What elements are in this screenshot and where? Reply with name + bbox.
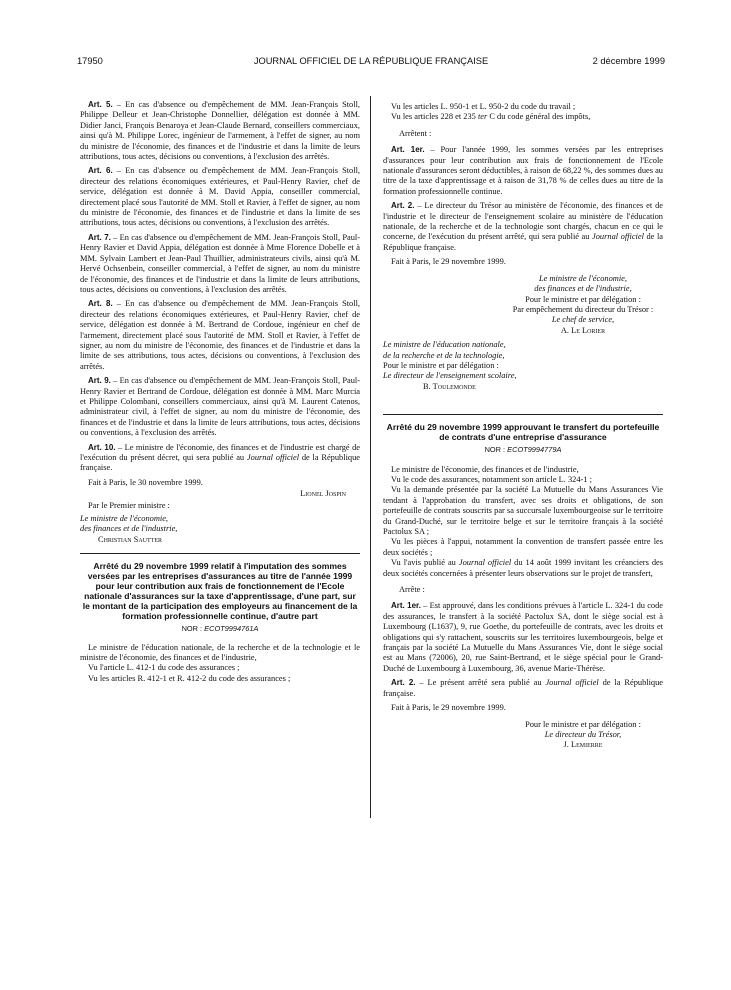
- arrete-2-visa-4: Vu les pièces à l'appui, notamment la convention de transfert passée entre les deux sociétés ;: [383, 537, 663, 557]
- arrete-1-title: Arrêté du 29 novembre 1999 relatif à l'imputation des sommes versées par les entreprises d'assurances au titre de l'année 1999 pour leur contribution aux frais de fonctionnement de l'Ecole nationale d'assurances sur la taxe d'apprentissage, d'une part, sur le montant de la participation des employeurs au financement de la formation professionnelle continue, d'autre part: [82, 561, 358, 622]
- article-text: – En cas d'absence ou d'empêchement de MM. Jean-François Stoll, Paul-Henry Ravier et David Appia, délégation est donnée à Mme Florence Dobelle et à MM. Sylvain Lambert et Jean-Paul Thuillier, administrateurs civils, ainsi qu'à M. Hervé Ochsenbein, conseiller commercial, à l'effet de signer, au nom du ministre de l'économie, des finances et de l'industrie et dans la limite de leurs attributions, tous actes, décisions ou conventions, à l'exclusion des arrêtés.: [80, 232, 361, 294]
- sig2-line-1: Le ministre de l'éducation nationale,: [383, 340, 506, 350]
- arretent: Arrêtent :: [399, 128, 432, 138]
- sig2-line-3: Pour le ministre et par délégation :: [383, 360, 499, 370]
- article-8: [80, 299, 360, 372]
- section-rule: [383, 414, 663, 415]
- article-label: Art. 10.: [88, 442, 116, 452]
- sig2-line-2: de la recherche et de la technologie,: [383, 350, 505, 360]
- visa-text: Vu l'avis publié au: [391, 558, 459, 568]
- fait-a-paris-2: Fait à Paris, le 29 novembre 1999.: [391, 257, 506, 267]
- par-le-premier-ministre: Par le Premier ministre :: [88, 500, 170, 510]
- sig3-line-1: Pour le ministre et par délégation :: [525, 719, 641, 729]
- fait-a-paris: Fait à Paris, le 30 novembre 1999.: [88, 477, 203, 487]
- arrete-2-nor: [383, 445, 663, 455]
- article-label: Art. 8.: [88, 299, 113, 309]
- ministre-name: Christian Sautter: [98, 534, 162, 544]
- sig1-line-3: Pour le ministre et par délégation :: [525, 294, 641, 304]
- article-text: – Est approuvé, dans les conditions prévues à l'article L. 324-1 du code des assurances, le transfert à la société Pactolux SA, dont le siège social est à Luxembourg (L1637), 9, rue Goethe, du portefeuille de contrats, avec les droits et obligations qui s'y rattachent, souscrits sur les territoires luxembourgeois, belge et français par la société La Mutuelle du Mans Assurances Vie, dont le siège social est au Mans (72006), 20, rue Saint-Bertrand, et le siège spécial pour le Grand-Duché de Luxembourg à Luxembourg, 36, avenue Marie-Thérèse.: [383, 601, 663, 673]
- visa-5: [383, 112, 663, 122]
- arrete-2-article-2: [383, 678, 663, 699]
- ministre-line-1: Le ministre de l'économie,: [80, 514, 169, 524]
- arrete-1-visa-2: Vu l'article L. 412-1 du code des assurances ;: [88, 663, 240, 673]
- article-5: [80, 100, 360, 162]
- article-label: Art. 6.: [88, 166, 113, 176]
- arrete-1-article-2: [383, 201, 663, 253]
- arrete-1-article-1: [383, 145, 663, 197]
- article-6: [80, 166, 360, 228]
- sig1-line-5: Le chef de service,: [551, 315, 615, 325]
- nor-code: ECOT9994779A: [507, 445, 562, 455]
- arrete: Arrête :: [399, 585, 425, 595]
- journal-title: JOURNAL OFFICIEL DE LA RÉPUBLIQUE FRANÇAISE: [253, 56, 489, 66]
- left-column: [80, 100, 360, 684]
- article-label: Art. 7.: [88, 232, 111, 242]
- page-number: 17950: [77, 56, 103, 66]
- arrete-1-nor: [80, 624, 360, 634]
- arrete-1-visa-1: Le ministre de l'éducation nationale, de la recherche et de la technologie et le ministre de l'économie, des finances et de l'industrie,: [80, 642, 360, 663]
- ministre-line-2: des finances et de l'industrie,: [80, 524, 178, 534]
- arrete-2-visa-5: [383, 558, 663, 579]
- arrete-2-title: Arrêté du 29 novembre 1999 approuvant le transfert du portefeuille de contrats d'une entreprise d'assurance: [386, 422, 660, 443]
- right-column: [383, 102, 663, 751]
- arrete-2-visa-2: Vu le code des assurances, notamment son article L. 324-1 ;: [391, 474, 592, 484]
- sig3-line-2: Le directeur du Trésor,: [544, 729, 622, 739]
- sig1-line-4: Par empêchement du directeur du Trésor :: [512, 304, 654, 314]
- article-text-end: de la République française.: [383, 232, 664, 252]
- article-text: – En cas d'absence ou d'empêchement de MM. Jean-François Stoll, Paul-Henry Ravier et Bertrand de Cordoue, délégation est donnée à MM. Marc Murcia et Philippe Colombani, conseillers commerciaux, ainsi qu'à M. Laurent Catenos, administrateur civil, à l'effet de signer, au nom du ministre de l'économie, des finances et de l'industrie et dans la limite de leurs attributions, tous actes, décisions ou conventions, à l'exclusion des arrêtés.: [80, 376, 361, 438]
- nor-code: ECOT9994761A: [204, 624, 259, 634]
- article-text-end: de la République française.: [383, 678, 664, 698]
- visa-5-ter: ter: [477, 112, 488, 122]
- journal-officiel-ref: Journal officiel: [545, 678, 599, 688]
- article-label: Art. 2.: [391, 678, 416, 688]
- arrete-2-visa-3: Vu la demande présentée par la société La Mutuelle du Mans Assurances Vie tendant à l'approbation du transfert, avec ses droits et obligations, de son portefeuille de contrats souscrits par sa succursale luxembourgeoise sur le territoire du Grand-Duché, sur le territoire belge et sur le territoire français à la société Pactolux SA ;: [383, 485, 663, 536]
- article-text: – Le directeur du Trésor au ministère de l'économie, des finances et de l'industrie et le directeur de l'enseignement scolaire au ministère de l'éducation nationale, de la recherche et de la technologie sont chargés, chacun en ce qui le concerne, de l'exécution du présent arrêté, qui sera publié au: [383, 201, 663, 242]
- article-label: Art. 1er.: [391, 601, 421, 611]
- sig1-line-1: Le ministre de l'économie,: [538, 273, 627, 283]
- article-label: Art. 9.: [88, 376, 111, 386]
- sig3-name: J. Lemierre: [563, 740, 603, 750]
- arrete-1-visa-3: Vu les articles R. 412-1 et R. 412-2 du code des assurances ;: [88, 673, 291, 683]
- page-header: [77, 56, 665, 70]
- journal-officiel-ref: Journal officiel: [246, 453, 300, 462]
- visa-5-text: Vu les articles 228 et 235: [391, 112, 478, 122]
- fait-a-paris-3: Fait à Paris, le 29 novembre 1999.: [391, 703, 506, 713]
- article-text: – Le ministre de l'économie, des finances et de l'industrie est chargé de l'exécution du présent décret, qui sera publié au: [80, 442, 360, 462]
- section-rule: [80, 553, 360, 554]
- journal-officiel-ref: Journal officiel: [592, 232, 644, 242]
- article-label: Art. 1er.: [391, 145, 425, 155]
- nor-label: NOR :: [484, 445, 508, 455]
- signature-prime-minister: Lionel Jospin: [300, 489, 346, 499]
- article-label: Art. 5.: [88, 100, 113, 109]
- article-9: [80, 376, 360, 438]
- nor-label: NOR :: [181, 624, 205, 634]
- article-text: – Pour l'année 1999, les sommes versées par les entreprises d'assurances pour leur contribution aux frais de fonctionnement de l'Ecole nationale d'assurances seront déductibles, à raison de 68,22 %, des sommes dues au titre de la taxe d'apprentissage et à raison de 31,78 % de celles dues au titre de la formation professionnelle continue.: [383, 145, 663, 196]
- article-text: – Le présent arrêté sera publié au: [415, 678, 546, 688]
- arrete-2-article-1: [383, 601, 663, 674]
- column-divider: [370, 96, 371, 818]
- visa-5-end: C du code général des impôts,: [487, 112, 591, 122]
- visa-4: Vu les articles L. 950-1 et L. 950-2 du code du travail ;: [391, 102, 576, 111]
- sig1-name: A. Le Lorier: [560, 325, 606, 335]
- article-label: Art. 2.: [391, 201, 415, 211]
- article-text: – En cas d'absence ou d'empêchement de MM. Jean-François Stoll, Philippe Delleur et Jean-Christophe Donnellier, délégation est donnée à MM. Didier Janci, François Benaroya et Jean-Claude Bernard, conseillers commerciaux, ainsi qu'à M. Philippe Lorec, ingénieur de l'armement, à l'effet de signer, au nom du ministre de l'économie, des finances et de l'industrie et dans la limite de leurs attributions, tous actes, décisions ou conventions, à l'exclusion des arrêtés.: [80, 100, 360, 162]
- sig1-line-2: des finances et de l'industrie,: [534, 284, 632, 294]
- arrete-2-visa-1: Le ministre de l'économie, des finances et de l'industrie,: [391, 464, 579, 474]
- article-text-end: de la République française.: [80, 453, 360, 473]
- issue-date: 2 décembre 1999: [592, 56, 665, 66]
- journal-officiel-ref: Journal officiel: [458, 558, 512, 568]
- visa-text-end: du 14 août 1999 invitant les créanciers des deux sociétés concernées à présenter leurs observations sur le projet de transfert,: [383, 558, 663, 578]
- sig2-line-4: Le directeur de l'enseignement scolaire,: [383, 371, 517, 381]
- article-7: [80, 233, 360, 295]
- article-text: – En cas d'absence ou d'empêchement de MM. Jean-François Stoll, directeur des relations économiques extérieures, et Paul-Henry Ravier, chef de service, délégation est donnée à M. Bertrand de Cordoue, ingénieur en chef de l'armement, directement placé sous l'autorité de MM. Stoll et Ravier, à l'effet de signer, au nom du ministre de l'économie, des finances et de l'industrie et dans la limite de ses attributions, tous actes, décisions ou conventions, à l'exclusion des arrêtés.: [80, 299, 360, 371]
- article-text: – En cas d'absence ou d'empêchement de MM. Jean-François Stoll, directeur des relations économiques extérieures, et Paul-Henry Ravier, chef de service, délégation est donnée à M. David Appia, conseiller commercial, directement placé sous l'autorité de MM. Stoll et Ravier, à l'effet de signer, au nom du ministre de l'économie, des finances et de l'industrie et dans la limite de ses attributions, tous actes, décisions ou conventions, à l'exclusion des arrêtés.: [80, 166, 360, 228]
- article-10: [80, 443, 360, 474]
- sig2-name: B. Toulemonde: [423, 381, 476, 391]
